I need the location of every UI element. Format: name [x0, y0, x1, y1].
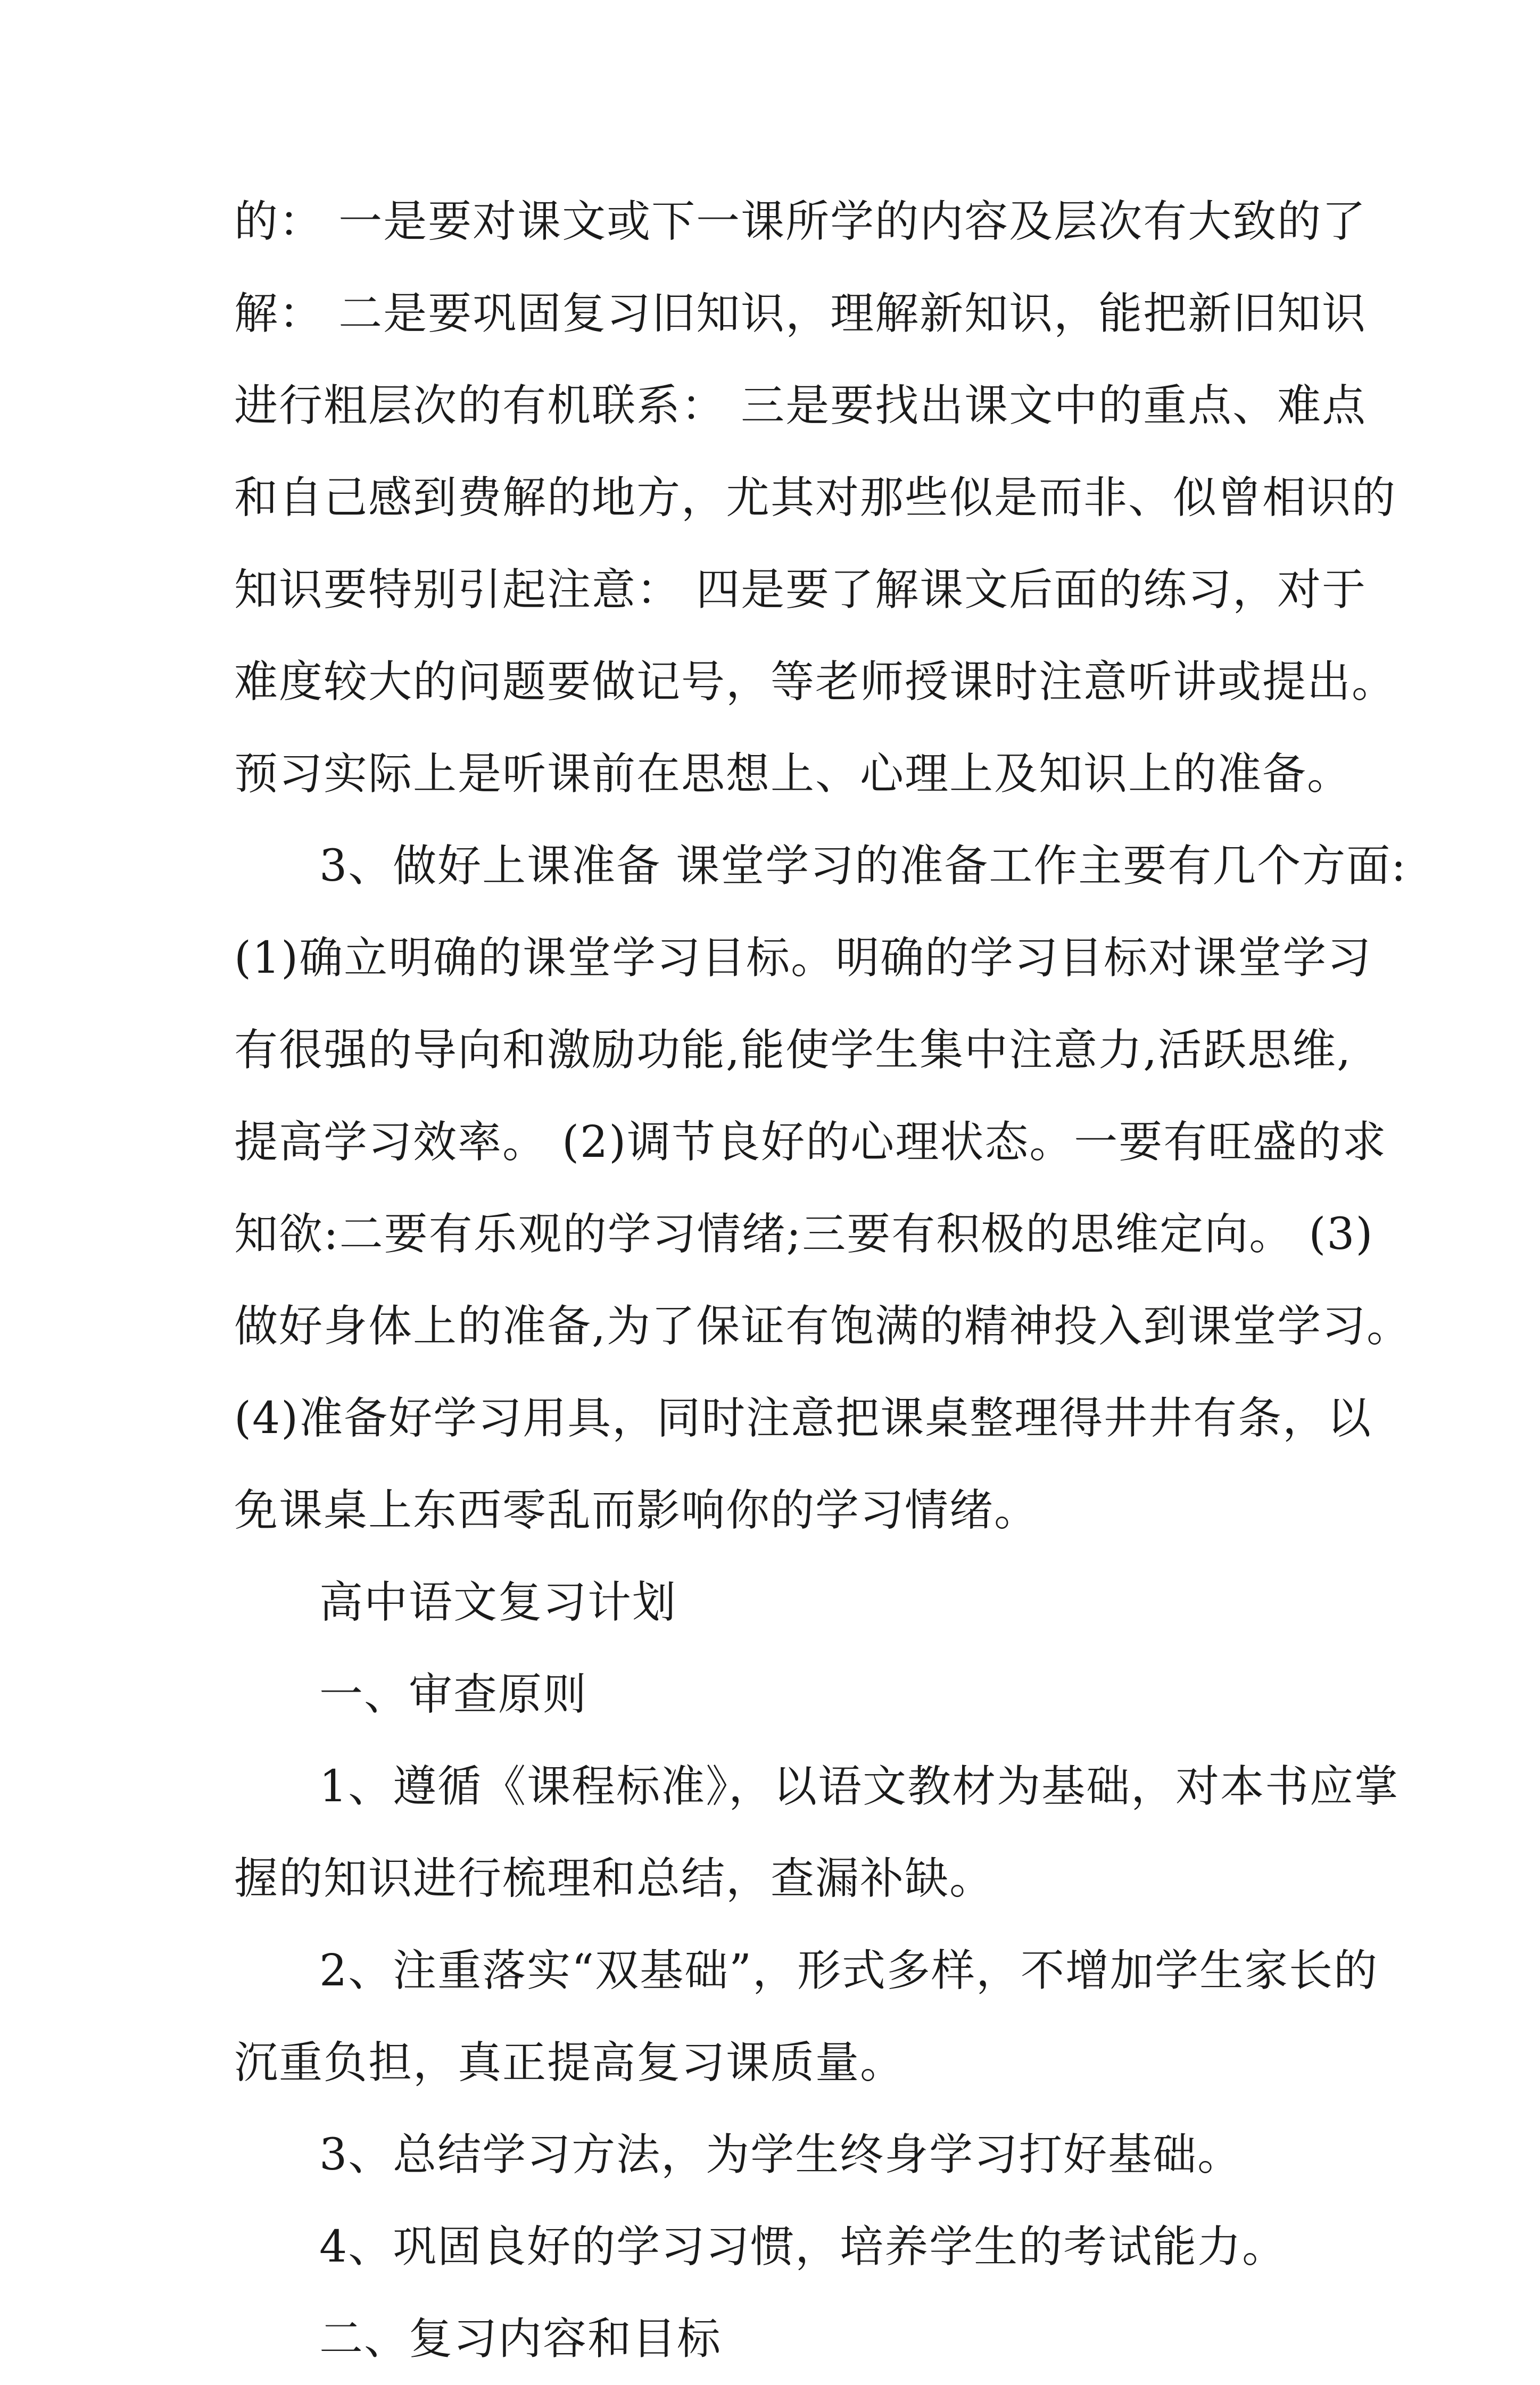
text-line: 知识要特别引起注意： 四是要了解课文后面的练习，对于	[234, 565, 1367, 615]
text-line: (1)确立明确的课堂学习目标。明确的学习目标对课堂学习	[234, 933, 1372, 983]
text-line: 预习实际上是听课前在思想上、心理上及知识上的准备。	[234, 749, 1352, 799]
text-line: 1、遵循《课程标准》，以语文教材为基础，对本书应掌	[319, 1761, 1400, 1812]
text-line: 沉重负担，真正提高复习课质量。	[234, 2038, 905, 2088]
text-line: 和自己感到费解的地方，尤其对那些似是而非、似曾相识的	[234, 473, 1397, 523]
text-line: 有很强的导向和激励功能,能使学生集中注意力,活跃思维,	[234, 1025, 1352, 1075]
body-text	[234, 176, 1412, 2385]
section-title: 高中语文复习计划	[319, 1577, 677, 1628]
text-line: 3、总结学习方法，为学生终身学习打好基础。	[319, 2130, 1243, 2180]
section-heading: 一、审查原则	[319, 1669, 588, 1720]
text-line: 免课桌上东西零乱而影响你的学习情绪。	[234, 1485, 1039, 1536]
text-line: 3、做好上课准备 课堂学习的准备工作主要有几个方面:	[319, 841, 1407, 891]
text-line: 2、注重落实“双基础”，形式多样，不增加学生家长的	[319, 1945, 1379, 1996]
text-line: 知欲:二要有乐观的学习情绪;三要有积极的思维定向。 (3)	[234, 1209, 1374, 1260]
text-line: 的： 一是要对课文或下一课所学的内容及层次有大致的了	[234, 196, 1367, 247]
text-line: 做好身体上的准备,为了保证有饱满的精神投入到课堂学习。	[234, 1301, 1412, 1352]
section-heading: 二、复习内容和目标	[319, 2314, 722, 2364]
text-line: 4、巩固良好的学习习惯，培养学生的考试能力。	[319, 2222, 1287, 2272]
text-line: 握的知识进行梳理和总结，查漏补缺。	[234, 1853, 995, 1904]
text-line: (4)准备好学习用具，同时注意把课桌整理得井井有条，以	[234, 1393, 1372, 1444]
text-line: 进行粗层次的有机联系： 三是要找出课文中的重点、难点	[234, 380, 1367, 431]
text-line: 提高学习效率。 (2)调节良好的心理状态。一要有旺盛的求	[234, 1117, 1387, 1167]
text-line: 难度较大的问题要做记号，等老师授课时注意听讲或提出。	[234, 657, 1397, 707]
text-line: 解： 二是要巩固复习旧知识，理解新知识，能把新旧知识	[234, 288, 1367, 339]
